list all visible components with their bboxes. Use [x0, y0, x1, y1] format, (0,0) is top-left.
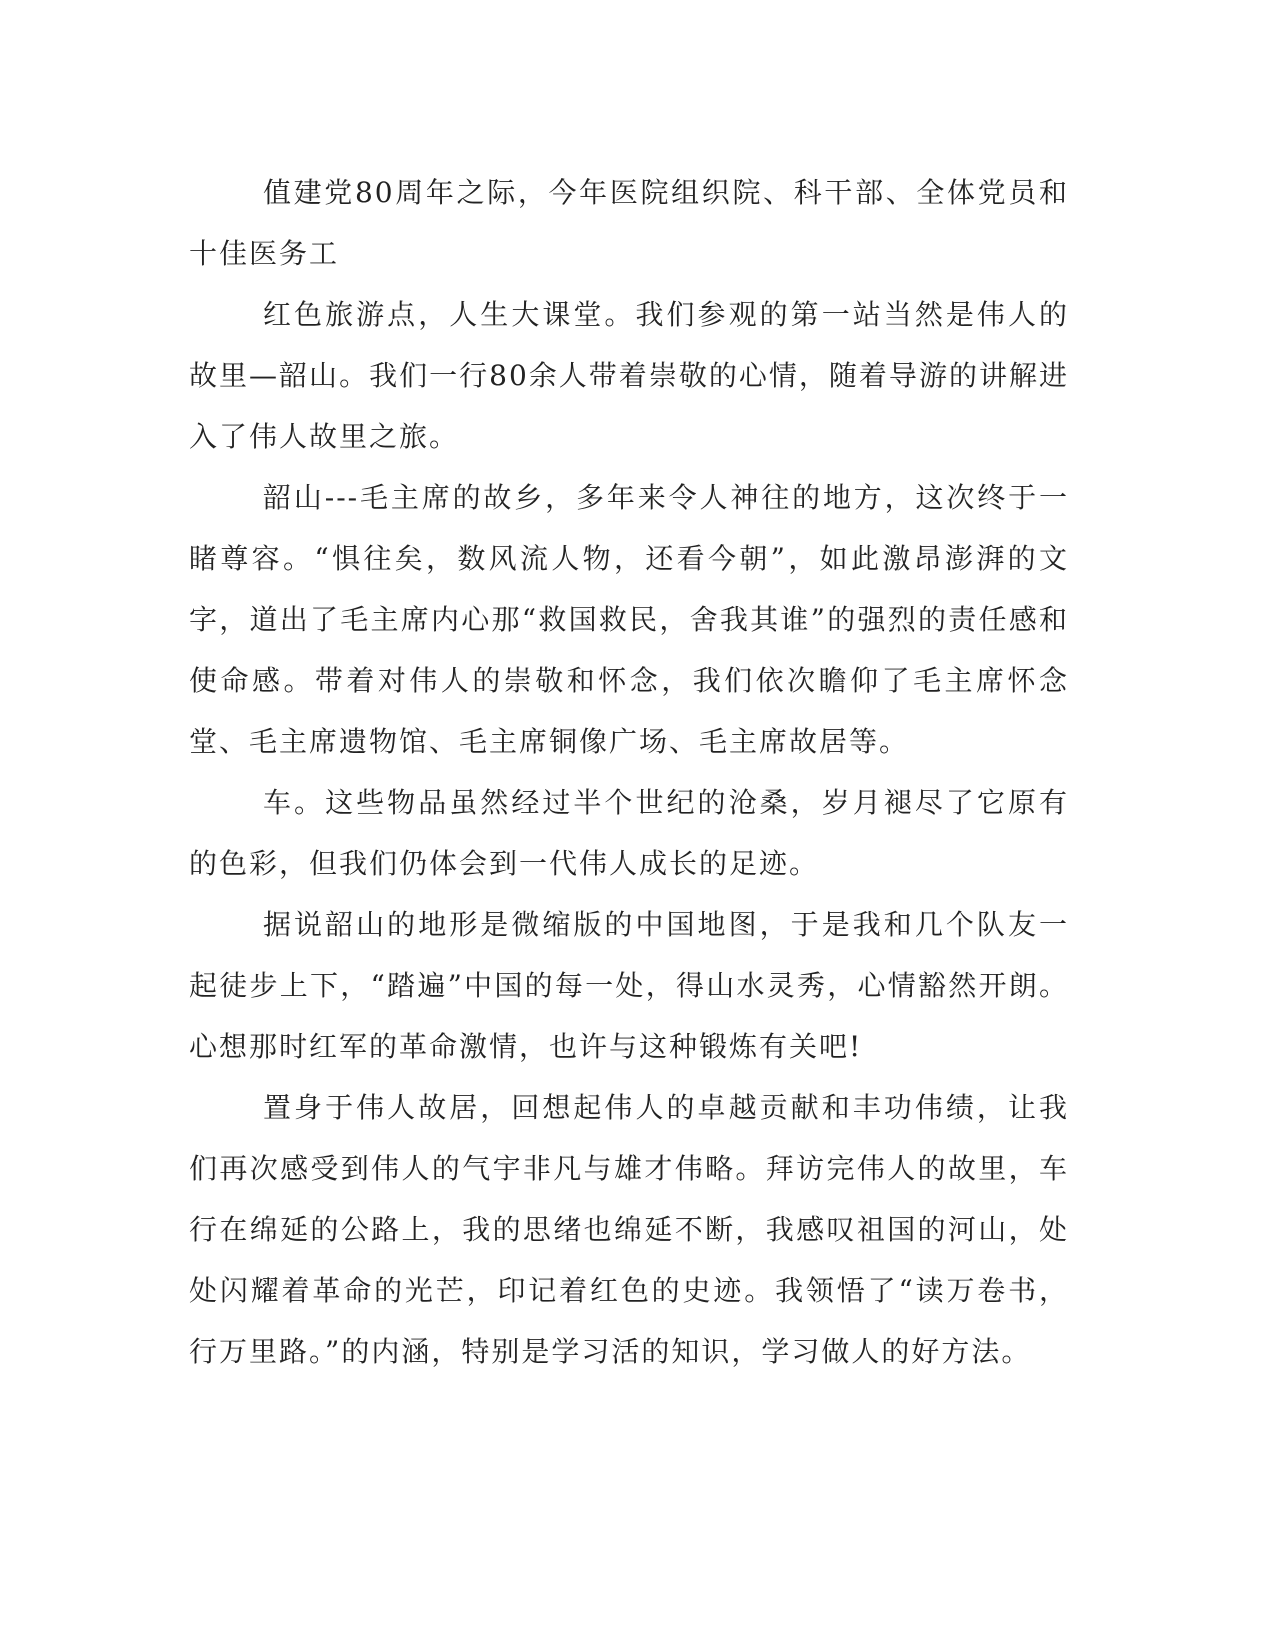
paragraph-4: 车。这些物品虽然经过半个世纪的沧桑，岁月褪尽了它原有的色彩，但我们仍体会到一代伟人成长的足迹。 — [189, 786, 1069, 880]
paragraph-1: 值建党80周年之际，今年医院组织院、科干部、全体党员和十佳医务工 — [189, 176, 1069, 270]
paragraph-6: 置身于伟人故居，回想起伟人的卓越贡献和丰功伟绩，让我们再次感受到伟人的气宇非凡与雄才伟略。拜访完伟人的故里，车行在绵延的公路上，我的思绪也绵延不断，我感叹祖国的河山，处处闪耀着革命的光芒，印记着红色的史迹。我领悟了“读万卷书，行万里路。”的内涵，特别是学习活的知识，学习做人的好方法。 — [189, 1091, 1069, 1368]
document-body — [189, 162, 1069, 1382]
paragraph-5: 据说韶山的地形是微缩版的中国地图，于是我和几个队友一起徒步上下，“踏遍”中国的每一处，得山水灵秀，心情豁然开朗。心想那时红军的革命激情，也许与这种锻炼有关吧! — [189, 908, 1069, 1063]
paragraph-3: 韶山---毛主席的故乡，多年来令人神往的地方，这次终于一睹尊容。“惧往矣，数风流人物，还看今朝”，如此激昂澎湃的文字，道出了毛主席内心那“救国救民，舍我其谁”的强烈的责任感和使命感。带着对伟人的崇敬和怀念，我们依次瞻仰了毛主席怀念堂、毛主席遗物馆、毛主席铜像广场、毛主席故居等。 — [189, 481, 1069, 758]
paragraph-2: 红色旅游点，人生大课堂。我们参观的第一站当然是伟人的故里—韶山。我们一行80余人带着崇敬的心情，随着导游的讲解进入了伟人故里之旅。 — [189, 298, 1069, 453]
